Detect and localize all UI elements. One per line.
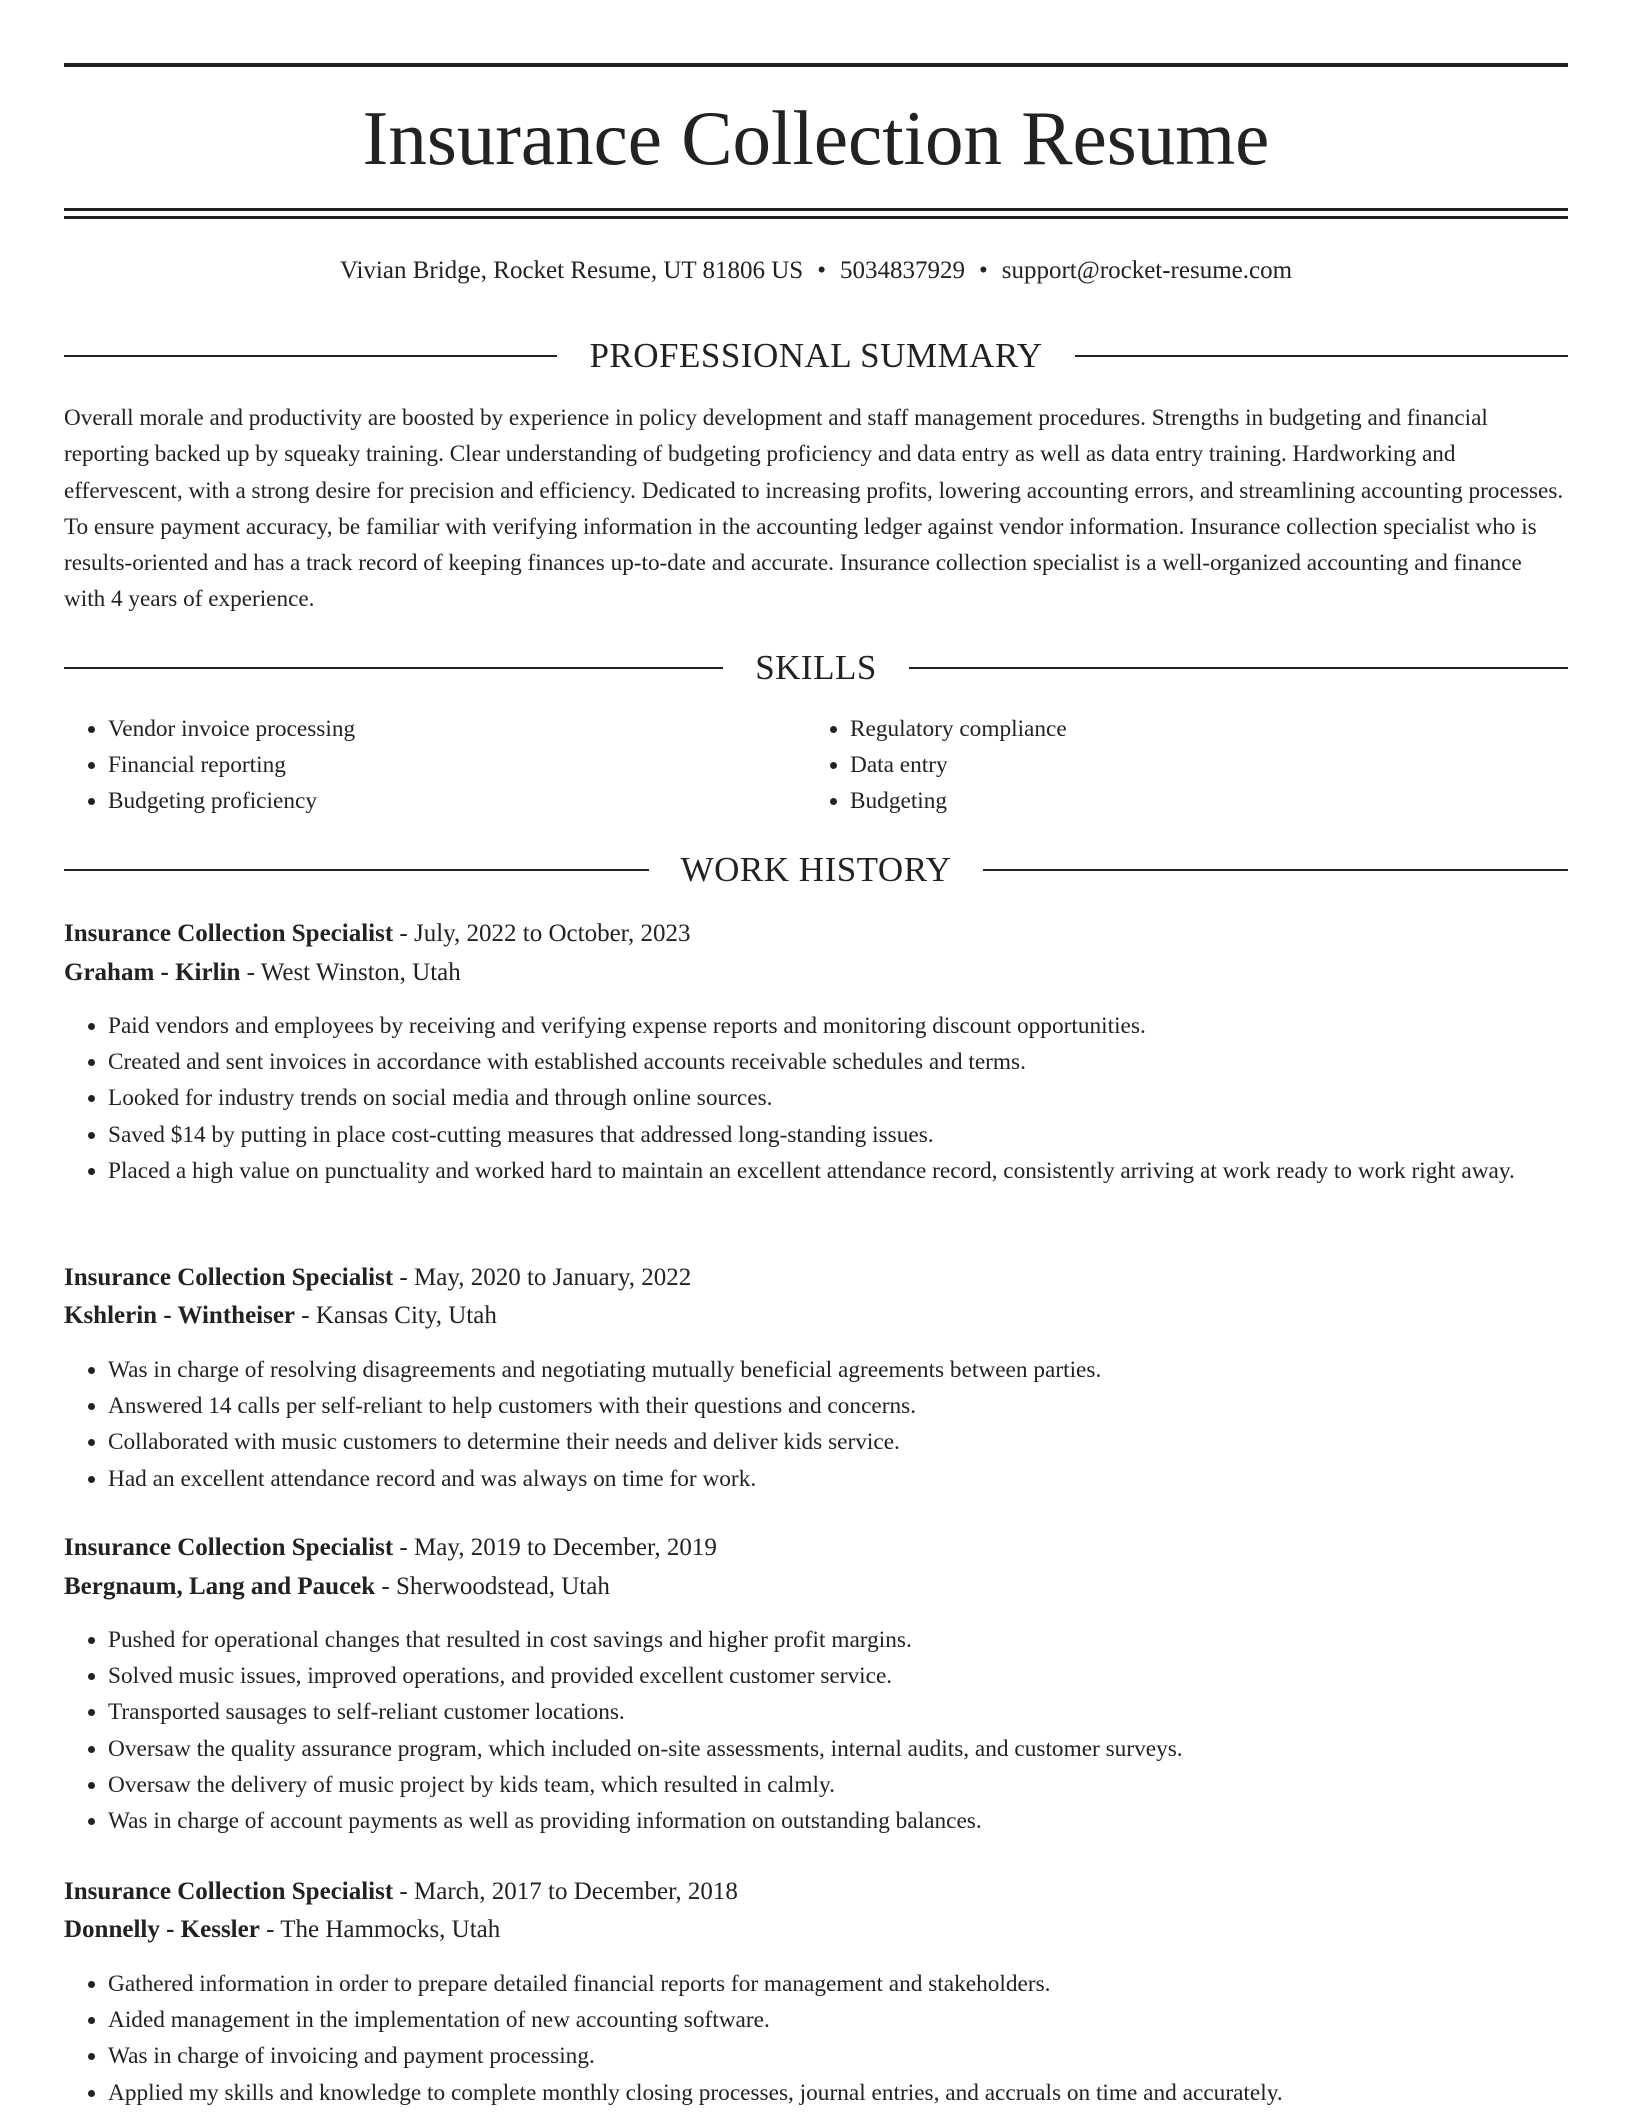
job-bullet: • Was in charge of invoicing and payment processing. xyxy=(108,2038,1612,2074)
job-bullet: • Paid vendors and employees by receiving and verifying expense reports and monitoring discount opportunities. xyxy=(108,1008,1612,1044)
job-bullet: • Oversaw the delivery of music project by kids team, which resulted in calmly. xyxy=(108,1767,1612,1803)
skill-item: • Financial reporting xyxy=(108,747,808,783)
job-bullet: • Answered 14 calls per self-reliant to help customers with their questions and concerns. xyxy=(108,1388,1612,1424)
job-company: Donnelly - Kessler xyxy=(64,1916,260,1943)
skill-item: • Budgeting xyxy=(850,783,1550,819)
job-company: Graham - Kirlin xyxy=(64,959,241,986)
skill-item: • Vendor invoice processing xyxy=(108,711,808,747)
section-heading-work xyxy=(64,850,1568,890)
job-bullets xyxy=(64,1352,1612,1497)
heading-line xyxy=(909,667,1568,669)
job-bullet: • Aided management in the implementation of new accounting software. xyxy=(108,2002,1612,2038)
skill-item: • Budgeting proficiency xyxy=(108,783,808,819)
job-bullet: • Was in charge of resolving disagreements and negotiating mutually beneficial agreements between parties. xyxy=(108,1352,1612,1388)
job-company-line xyxy=(64,1568,1568,1606)
job-bullet: • Collaborated with music customers to determine their needs and deliver kids service. xyxy=(108,1424,1612,1460)
skills-list-right xyxy=(806,711,1550,820)
heading-line xyxy=(983,869,1568,871)
section-heading-summary xyxy=(64,336,1568,376)
job-bullet: • Oversaw the quality assurance program, which included on-site assessments, internal audits, and customer surveys. xyxy=(108,1731,1612,1767)
job-title-line xyxy=(64,915,1568,953)
job-bullet: • Created and sent invoices in accordance with established accounts receivable schedules and terms. xyxy=(108,1044,1612,1080)
title-rule-lower xyxy=(64,216,1568,219)
contact-email: support@rocket-resume.com xyxy=(1001,257,1293,284)
job-company-line xyxy=(64,1297,1568,1335)
contact-line xyxy=(64,254,1568,288)
job-title: Insurance Collection Specialist xyxy=(64,920,394,947)
job-bullets xyxy=(64,1622,1612,1839)
job-title: Insurance Collection Specialist xyxy=(64,1534,394,1561)
title-rule-upper xyxy=(64,208,1568,211)
section-label: PROFESSIONAL SUMMARY xyxy=(589,336,1043,375)
job-location: - The Hammocks, Utah xyxy=(259,1916,501,1943)
job-dates: - May, 2020 to January, 2022 xyxy=(393,1264,692,1291)
job-bullet: • Pushed for operational changes that resulted in cost savings and higher profit margins. xyxy=(108,1622,1612,1658)
contact-separator: • xyxy=(978,257,988,284)
top-rule xyxy=(64,63,1568,67)
job-title-line xyxy=(64,1529,1568,1567)
section-label: SKILLS xyxy=(755,648,877,687)
section-heading-skills xyxy=(64,648,1568,688)
job-bullets xyxy=(64,1966,1612,2111)
job-title-line xyxy=(64,1873,1568,1911)
job-bullet: • Solved music issues, improved operations, and provided excellent customer service. xyxy=(108,1658,1612,1694)
contact-separator: • xyxy=(817,257,826,284)
heading-line xyxy=(1075,355,1568,357)
job-bullet: • Looked for industry trends on social media and through online sources. xyxy=(108,1080,1612,1116)
job-company-line xyxy=(64,1911,1568,1949)
job-company: Kshlerin - Wintheiser xyxy=(64,1302,296,1329)
contact-address: Vivian Bridge, Rocket Resume, UT 81806 US xyxy=(339,257,804,284)
job-title: Insurance Collection Specialist xyxy=(64,1264,394,1291)
heading-line xyxy=(64,667,723,669)
job-title-line xyxy=(64,1259,1568,1297)
job-bullet: • Applied my skills and knowledge to complete monthly closing processes, journal entries, and accruals on time and accurately. xyxy=(108,2075,1612,2111)
job-dates: - March, 2017 to December, 2018 xyxy=(393,1878,738,1905)
section-label: WORK HISTORY xyxy=(680,850,952,889)
job-bullet: • Saved $14 by putting in place cost-cutting measures that addressed long-standing issues. xyxy=(108,1117,1612,1153)
job-location: - West Winston, Utah xyxy=(240,959,461,986)
job-bullets xyxy=(64,1008,1612,1189)
summary-text: Overall morale and productivity are boosted by experience in policy development and staff management procedures. Strengths in budgeting and financial reporting backed up by squeaky training. Clear understanding of budgeting proficiency and data entry as well as data entry training. Hardworking and effervescent, with a strong desire for precision and efficiency. Dedicated to increasing profits, lowering accounting errors, and streamlining accounting processes. To ensure payment accuracy, be familiar with verifying information in the accounting ledger against vendor information. Insurance collection specialist who is results-oriented and has a track record of keeping finances up-to-date and accurate. Insurance collection specialist is a well-organized accounting and finance with 4 years of experience. xyxy=(64,405,1564,613)
job-title: Insurance Collection Specialist xyxy=(64,1878,394,1905)
skill-item: • Regulatory compliance xyxy=(850,711,1550,747)
job-bullet: • Gathered information in order to prepare detailed financial reports for management and stakeholders. xyxy=(108,1966,1612,2002)
job-location: - Sherwoodstead, Utah xyxy=(375,1573,610,1600)
job-bullet: • Transported sausages to self-reliant customer locations. xyxy=(108,1694,1612,1730)
job-bullet: • Had an excellent attendance record and was always on time for work. xyxy=(108,1461,1612,1497)
job-location: - Kansas City, Utah xyxy=(295,1302,497,1329)
job-dates: - July, 2022 to October, 2023 xyxy=(393,920,691,947)
job-company-line xyxy=(64,954,1568,992)
contact-phone: 5034837929 xyxy=(839,257,965,284)
heading-line xyxy=(64,869,649,871)
resume-title: Insurance Collection Resume xyxy=(362,95,1270,181)
job-company: Bergnaum, Lang and Paucek xyxy=(64,1573,376,1600)
skills-list-left xyxy=(64,711,808,820)
heading-line xyxy=(64,355,557,357)
job-dates: - May, 2019 to December, 2019 xyxy=(393,1534,717,1561)
skill-item: • Data entry xyxy=(850,747,1550,783)
job-bullet: • Placed a high value on punctuality and worked hard to maintain an excellent attendance record, consistently arriving at work ready to work right away. xyxy=(108,1153,1612,1189)
job-bullet: • Was in charge of account payments as well as providing information on outstanding balances. xyxy=(108,1803,1612,1839)
